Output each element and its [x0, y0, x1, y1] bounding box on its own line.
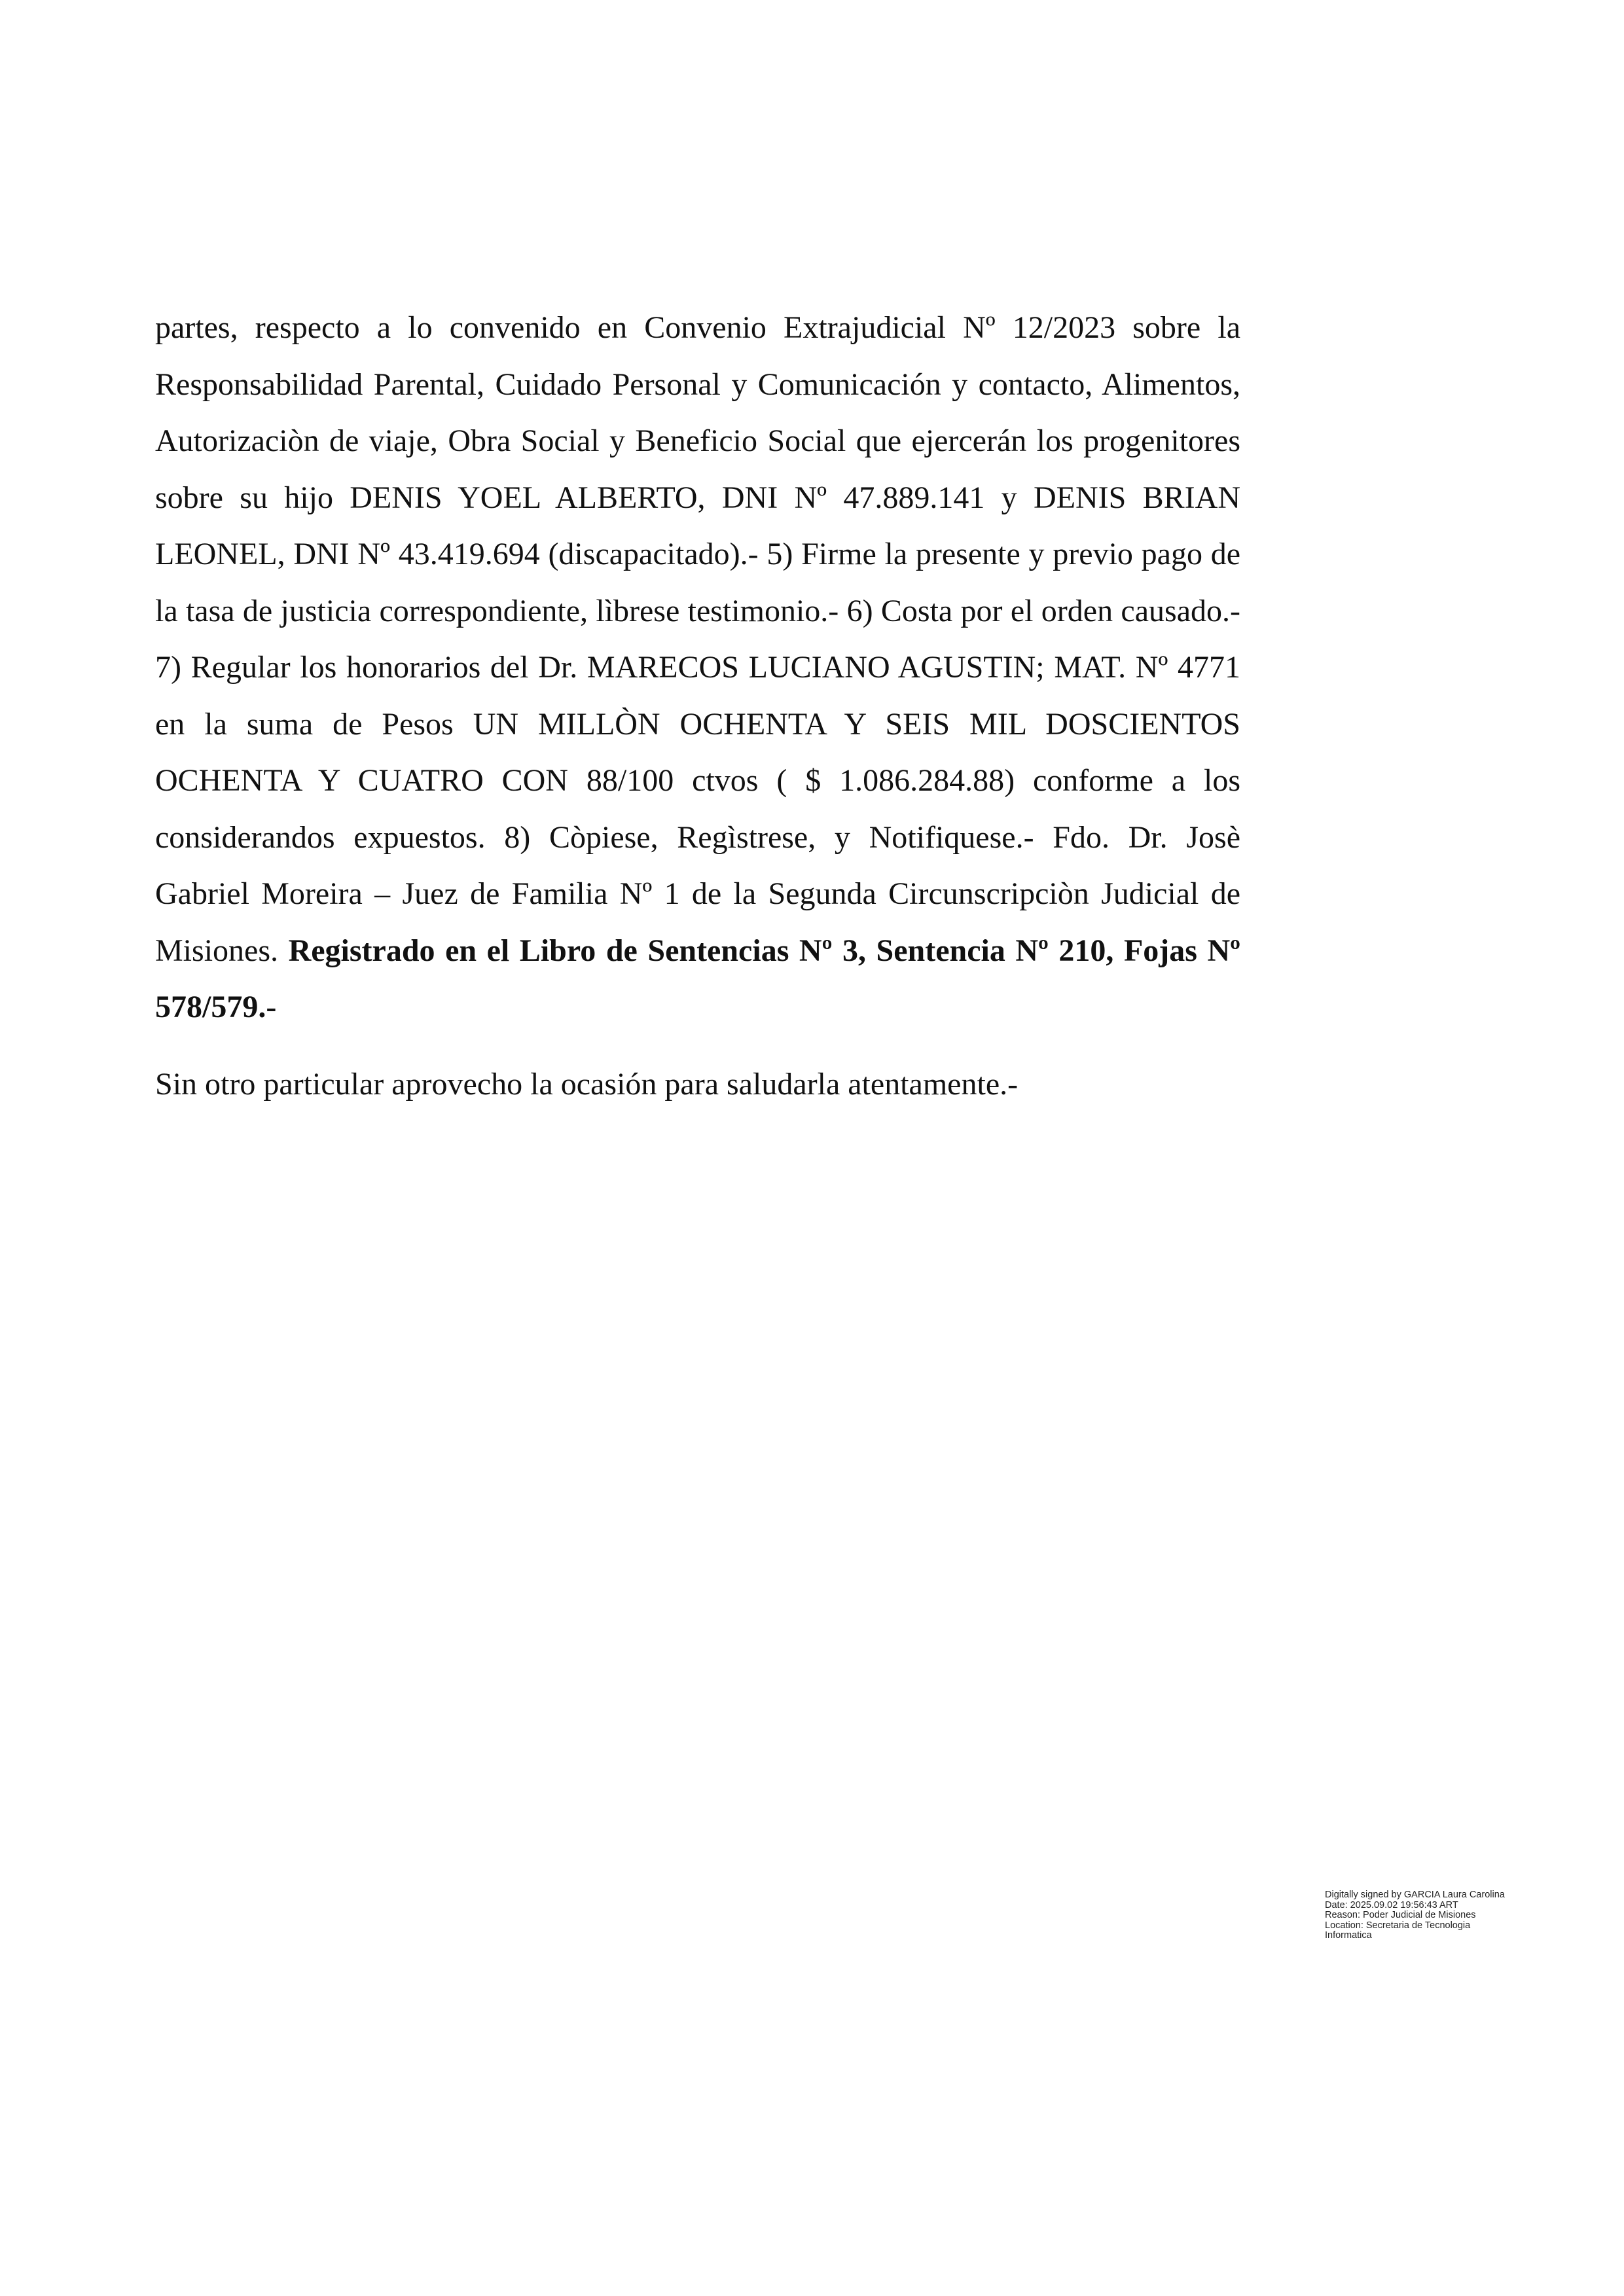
signature-reason: Reason: Poder Judicial de Misiones: [1325, 1910, 1476, 1920]
main-paragraph-text: partes, respecto a lo convenido en Convenio Extrajudicial Nº 12/2023 sobre la Responsabilidad Parental, Cuidado Personal y Comunicación y contacto, Alimentos, Autorizaciòn de viaje, Obra Social y Beneficio Social que ejercerán los progenitores sobre su hijo DENIS YOEL ALBERTO, DNI Nº 47.889.141 y DENIS BRIAN LEONEL, DNI Nº 43.419.694 (discapacitado).- 5) Firme la presente y previo pago de la tasa de justicia correspondiente, lìbrese testimonio.- 6) Costa por el orden causado.- 7) Regular los honorarios del Dr. MARECOS LUCIANO AGUSTIN; MAT. Nº 4771 en la suma de Pesos UN MILLÒN OCHENTA Y SEIS MIL DOSCIENTOS OCHENTA Y CUATRO CON 88/100 ctvos ( $ 1.086.284.88) conforme a los considerandos expuestos. 8) Còpiese, Regìstrese, y Notifiquese.- Fdo. Dr. Josè Gabriel Moreira – Juez de Familia Nº 1 de la Segunda Circunscripciòn Judicial de Misiones.: [155, 310, 1240, 968]
signature-location: Location: Secretaria de Tecnologia: [1325, 1920, 1471, 1931]
digital-signature-block: [1325, 1890, 1574, 1941]
registration-note: Registrado en el Libro de Sentencias Nº 3, Sentencia Nº 210, Fojas Nº 578/579.-: [155, 933, 1241, 1024]
signature-date: Date: 2025.09.02 19:56:43 ART: [1325, 1899, 1458, 1910]
signature-location-cont: Informatica: [1325, 1930, 1372, 1941]
signature-signer: Digitally signed by GARCIA Laura Carolina: [1325, 1890, 1505, 1900]
main-paragraph: [155, 300, 1240, 1036]
closing-line: Sin otro particular aprovecho la ocasión para saludarla atentamente.-: [155, 1067, 1019, 1102]
